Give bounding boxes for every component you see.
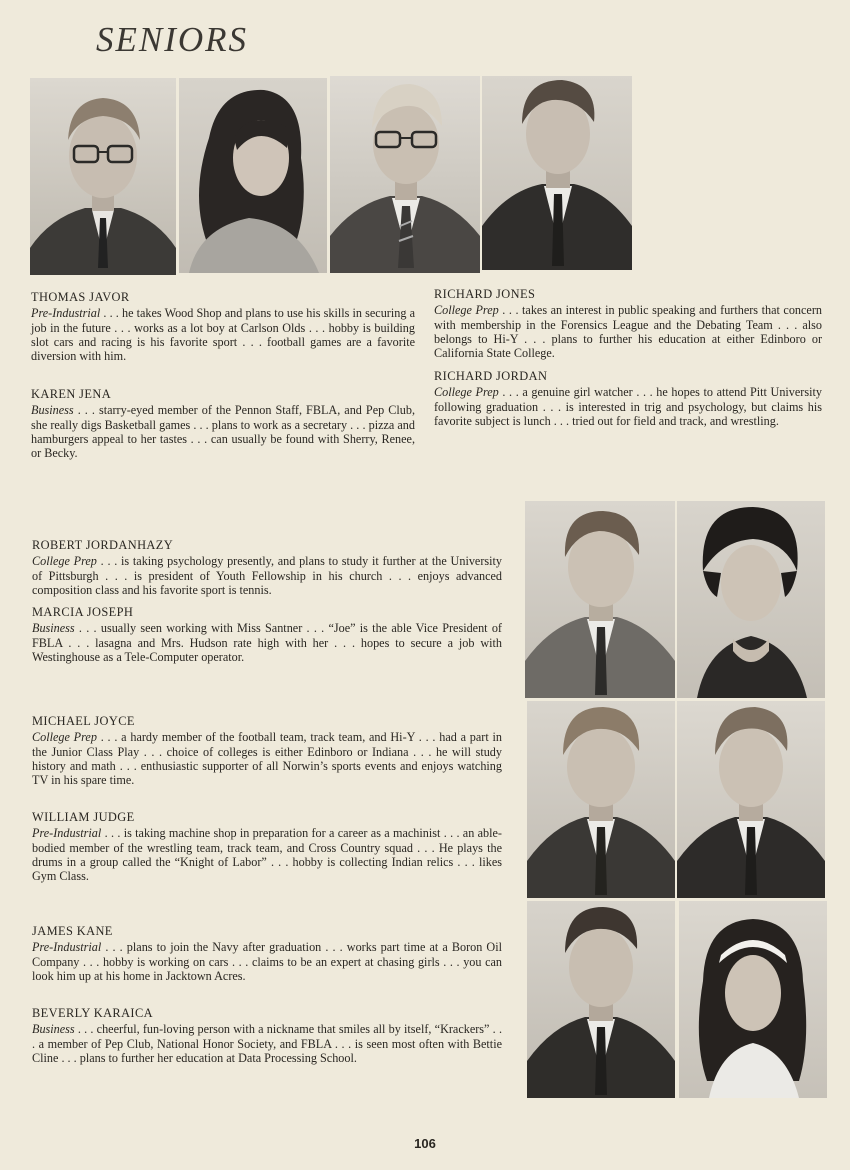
student-description: . . . is taking psychology presently, and plans to study it further at the University of Pittsburgh . . . is president of Youth Fellowship in his church . . . enjoys advanced composition class and his favorite sport is tennis.: [32, 554, 502, 597]
student-name: JAMES KANE: [32, 924, 113, 938]
portrait-boy-icon: [677, 701, 825, 898]
student-description: . . . is taking machine shop in preparation for a career as a machinist . . . an able-bodied member of the wrestling team, track team, and Cross Country squad . . . He plays the drums in a group called the “Knight of Labor” . . . hobby is collecting Indian relics . . . likes Gym Class.: [32, 826, 502, 884]
student-description: . . . takes an interest in public speaking and furthers that concern with membership in the Forensics League and the Debating Team . . . also belongs to Hi-Y . . . plans to further his education at either Edinboro or California State College.: [434, 303, 822, 361]
portrait-boy-icon: [527, 901, 675, 1098]
portrait-boy-glasses-icon: [330, 76, 480, 273]
student-course: Business: [31, 403, 74, 418]
portrait-girl-headband-icon: [679, 901, 827, 1098]
portrait-photo-joyce: [527, 701, 675, 898]
portrait-boy-icon: [525, 501, 675, 698]
portrait-photo-jones: [330, 76, 480, 273]
student-course: Business: [32, 1022, 75, 1037]
student-bio: [32, 810, 502, 883]
student-course: Pre-Industrial: [32, 940, 102, 955]
page-number: 106: [414, 1136, 436, 1151]
student-description: . . . cheerful, fun-loving person with a nickname that smiles all by itself, “Krackers” . . . a member of Pep Club, National Honor Society, and FBLA . . . is seen most often with Bettie Cline . . . plans to further her education at Data Processing School.: [32, 1022, 502, 1065]
student-name: KAREN JENA: [31, 387, 112, 401]
student-description: . . . starry-eyed member of the Pennon Staff, FBLA, and Pep Club, she really digs Basketball games . . . plans to work as a secretary . . . pizza and hamburgers appeal to her tastes . . . can usually be found with Sherry, Renee, or Becky.: [31, 403, 415, 461]
portrait-photo-jena: [179, 78, 327, 273]
student-name: WILLIAM JUDGE: [32, 810, 135, 824]
portrait-boy-icon: [527, 701, 675, 898]
portrait-boy-glasses-icon: [30, 78, 176, 275]
portrait-photo-judge: [677, 701, 825, 898]
student-bio: [32, 538, 502, 597]
student-bio: [32, 714, 502, 787]
student-bio: [32, 605, 502, 664]
student-course: College Prep: [32, 730, 97, 745]
portrait-photo-kane: [527, 901, 675, 1098]
student-course: College Prep: [434, 385, 499, 400]
student-name: MARCIA JOSEPH: [32, 605, 134, 619]
student-description: . . . usually seen working with Miss Santner . . . “Joe” is the able Vice President of FBLA . . . lasagna and Mrs. Hudson rate high with her . . . hopes to secure a job with Westinghouse as a Tele-Computer operator.: [32, 621, 502, 664]
student-description: . . . plans to join the Navy after graduation . . . works part time at a Boron Oil Company . . . hobby is working on cars . . . claims to be an expert at chasing girls . . . you can look him up at his home in Jacktown Acres.: [32, 940, 502, 983]
portrait-boy-icon: [482, 76, 632, 270]
student-course: Pre-Industrial: [31, 306, 101, 321]
portrait-photo-karaica: [679, 901, 827, 1098]
student-name: ROBERT JORDANHAZY: [32, 538, 174, 552]
student-bio: [32, 924, 502, 983]
student-bio: [32, 1006, 502, 1065]
student-bio: [31, 387, 415, 460]
student-description: . . . a genuine girl watcher . . . he hopes to attend Pitt University following graduation . . . is interested in trig and psychology, but claims his favorite subject is lunch . . . tried out for field and track, and wrestling.: [434, 385, 822, 428]
portrait-girl-bouffant-icon: [677, 501, 825, 698]
portrait-girl-long-hair-icon: [179, 78, 327, 273]
portrait-photo-joseph: [677, 501, 825, 698]
portrait-photo-jordanhazy: [525, 501, 675, 698]
student-course: College Prep: [434, 303, 499, 318]
portrait-photo-jordan: [482, 76, 632, 270]
student-course: Pre-Industrial: [32, 826, 102, 841]
student-name: THOMAS JAVOR: [31, 290, 130, 304]
student-name: RICHARD JONES: [434, 287, 536, 301]
student-description: . . . a hardy member of the football team, track team, and Hi-Y . . . had a part in the Junior Class Play . . . choice of colleges is either Edinboro or Indiana . . . he will study history and math . . . enthusiastic supporter of all Norwin’s sports events and enjoys watching TV in his spare time.: [32, 730, 502, 788]
student-bio: [434, 287, 822, 360]
student-name: BEVERLY KARAICA: [32, 1006, 153, 1020]
student-name: RICHARD JORDAN: [434, 369, 548, 383]
student-bio: [31, 290, 415, 363]
student-description: . . . he takes Wood Shop and plans to use his skills in securing a job in the future . . . works as a lot boy at Carlson Olds . . . hobby is building slot cars and racing is his favorite sport . . . football games are a favorite diversion with him.: [31, 306, 415, 364]
student-course: College Prep: [32, 554, 97, 569]
student-bio: [434, 369, 822, 428]
student-name: MICHAEL JOYCE: [32, 714, 135, 728]
page-title: SENIORS: [96, 20, 249, 59]
student-course: Business: [32, 621, 75, 636]
portrait-photo-javor: [30, 78, 176, 275]
